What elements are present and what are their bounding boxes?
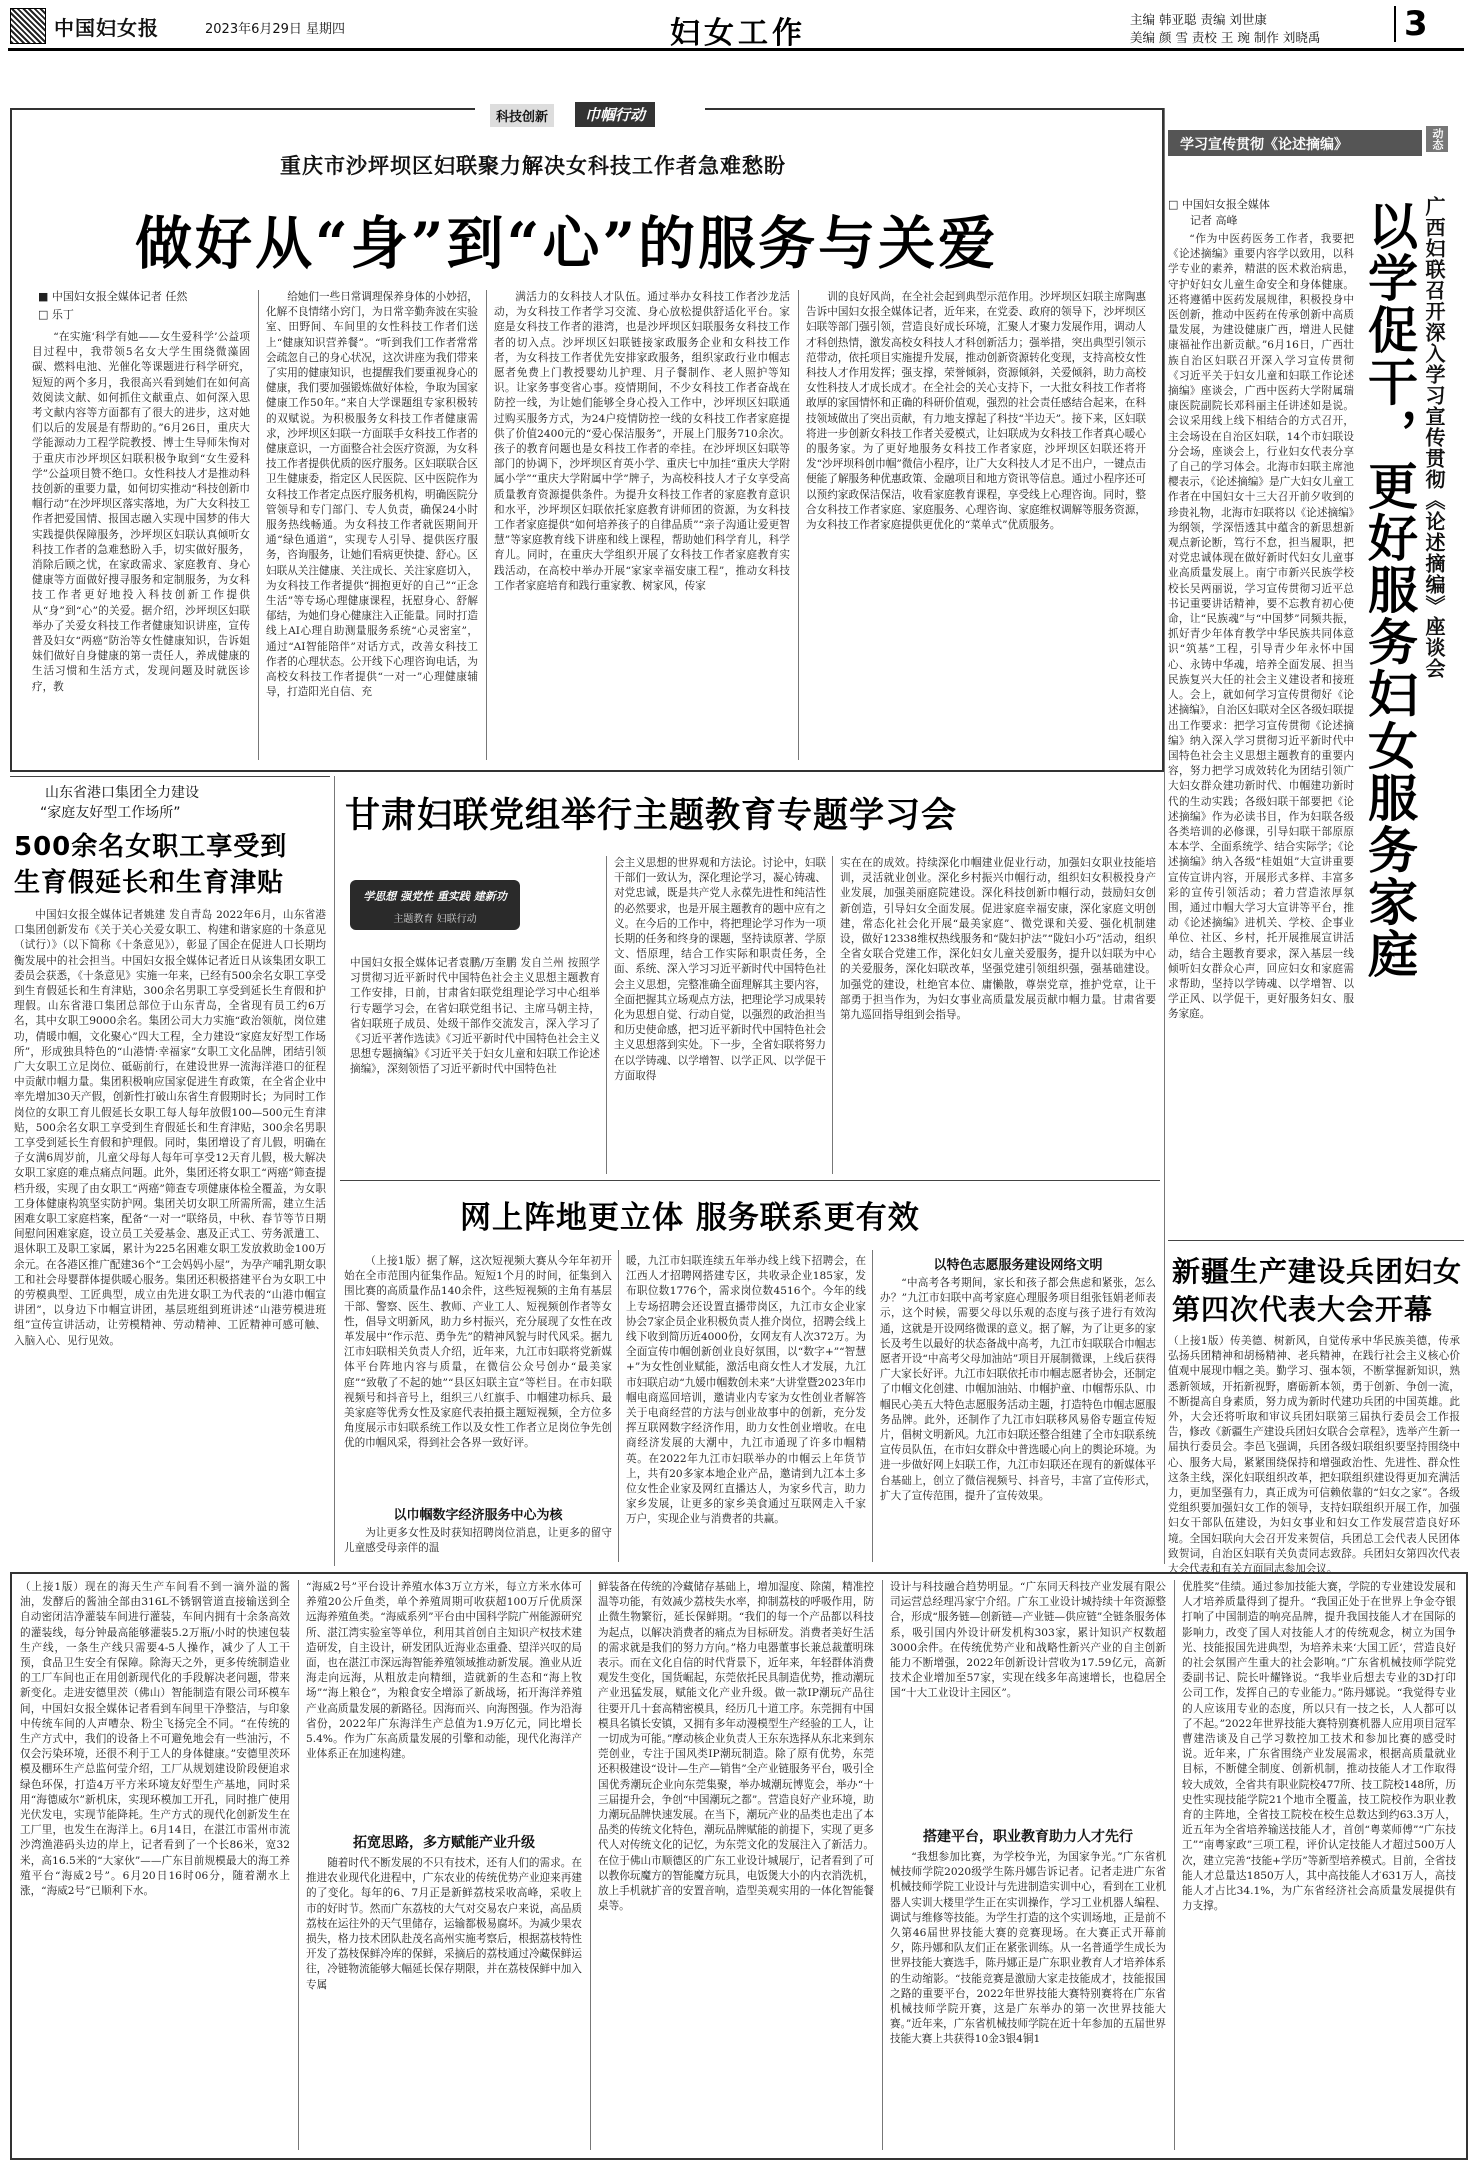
story1-col3 [494,290,790,765]
story4-col3 [880,1276,1156,1560]
right-column-divider [1164,108,1165,1564]
story6-headline-2: 第四次代表大会开幕 [1172,1293,1434,1326]
story7-col4-tail-text: “我想参加比赛，为学校争光，为国家争光。”广东省机械技师学院2020级学生陈丹娜告诉记者。记者走进广东省机械技师学院工业设计与先进制造实训中心，看到在工业机器人实训大楼里学生正在实训操作，学习工业机器人编程、调试与维修等技能。为学生打造的这个实训场地，正是前不久第46届世界技能大赛的竞赛现场。在大赛正式开幕前夕，陈丹娜和队友们正在紧张训练。从一名普通学生成长为世界技能大赛选手，陈丹娜正是广东职业教育人才培养体系的生动缩影。“技能竞赛是激励大家走技能成才，技能报国之路的重要平台，2022年世界技能大赛特别赛将在广东省机械技师学院开赛，这是广东举办的第一次世界技能大赛。”近年来，广东省机械技师学院在近十年参加的五届世界技能大赛上共获得10金3银4铜1 [890,1851,1166,2046]
story1-col1-text: “在实施‘科学有她——女生爱科学’公益项目过程中，我带领5名女大学生围绕微藻固碳、燃料电池、光催化等课题进行科学研究，短短的两个多月，我很高兴看到她们在如何高效阅读文献、如何抓住文献重点、如何深入思考文献内容等方面都有了很大的进步，这对她们以后的发展是有帮助的。”6月26日，重庆大学能源动力工程学院教授、博士生导师朱恂对于重庆市沙坪坝区妇联积极争取到“女生爱科学”公益项目赞不绝口。女性科技人才是推动科技创新的重要力量，如何切实推动“科技创新巾帼行动”在沙坪坝区落实落地，为广大女科技工作者把爱国情、报国志融入实现中国梦的伟大实践提供保障服务，沙坪坝区妇联认真倾听女科技工作者的急难愁盼入手，切实做好服务，消除后顾之忧，在家政需求、家庭教育、身心健康等方面做好搜寻服务和定制服务，为女科技工作者更好地投入科技创新工作提供从“身”到“心”的关爱。据介绍，沙坪坝区妇联举办了关爱女科技工作者健康知识讲座，宣传普及妇女“两癌”防治等女性健康知识，告诉姐妹们做好自身健康的第一责任人，养成健康的生活习惯和生活方式，发现问题及时就医诊疗，教 [32,331,250,693]
issue-date: 2023年6月29日 星期四 [205,22,346,37]
story6-body [1168,1334,1460,1576]
rubric-left: 科技创新 [490,104,554,127]
story1-col-divider-2 [486,290,487,760]
story4-col1-subhead: 以巾帼数字经济服务中心为核 [393,1508,563,1523]
story7-col2-tail [306,1856,582,2152]
story5-body-text: “作为中医药医务工作者，我要把《论述摘编》重要内容学以致用，以科学专业的素养，精湛的医术救治病患，守护好妇女儿童生命安全和身体健康。还将遵循中医药发展规律，积极投身中医创新，推动中医药在传承创新中高质量发展，为建设健康广西，增进人民健康福祉作出新贡献。”6月16日，广西壮族自治区妇联召开深入学习宣传贯彻《习近平关于妇女儿童和妇联工作论述摘编》座谈会，广西中医药大学附属瑞康医院副院长邓科丽主任讲述如是说。会议采用线上线下相结合的方式召开，主会场设在自治区妇联，14个市妇联设分会场，座谈会上，行业妇女代表分享了自己的学习体会。北海市妇联主席池樱表示，《论述摘编》是广大妇女儿童工作者在中国妇女十三大召开前夕收到的珍贵礼物，北海市妇联将以《论述摘编》为纲领，学深悟透其中蕴含的新思想新观点新论断，笃行不怠，担当履职，把对党忠诚体现在做好新时代妇女儿童事业高质量发展上。南宁市新兴民族学校校长吴两丽说，学习宣传贯彻习近平总书记重要讲话精神，要不忘教育初心使命，让“民族魂”与“中国梦”同频共振，抓好青少年体育教学中华民族共同体意识“筑基”工程，引导青少年永怀中国心、永铸中华魂，培养全面发展、担当民族复兴大任的社会主义建设者和接班人。会上，就如何学习宣传贯彻好《论述摘编》，自治区妇联对全区各级妇联提出工作要求：把学习宣传贯彻《论述摘编》纳入深入学习贯彻习近平新时代中国特色社会主义思想主题教育的重要内容，努力把学习成效转化为团结引领广大妇女群众建功新时代、巾帼建功新时代的生动实践；各级妇联干部要把《论述摘编》作为必读书目，作为妇联各级各类培训的必修课，引导妇联干部原原本本学、全面系统学、结合实际学；《论述摘编》纳入各级“桂姐姐”大宣讲重要宣传宣讲内容，开展形式多样、丰富多彩的宣传引领活动；着力营造浓厚氛围，通过巾帼大学习大宣讲等平台，推动《论述摘编》进机关、学校、企事业单位、社区、乡村，托开展推展宣讲活动，结合主题教育要求，深入基层一线倾听妇女群众心声，回应妇女和家庭需求帮助，坚持以学铸魂、以学增智、以学正风、以学促干，更好服务妇女、服务家庭。 [1168,233,1354,1021]
story3-divider-1 [606,856,607,1174]
story3-col3-text: 实在在的成效。持续深化巾帼建业促业行动，加强妇女职业技能培训，灵活就业创业。深化乡村振兴巾帼行动，组织妇女积极投身产业发展，加强美丽庭院建设。深化科技创新巾帼行动，鼓励妇女创新创造，引导妇女全面发展。促进家庭幸福安康，深化家庭文明创建，常态化社会化开展“最美家庭”、微党课和关爱、强化机制建设，做好12338维权热线服务和“陇妇护法”“陇妇小巧”活动，组织全省女联合党建工作，深化妇女儿童关爱服务，提升以妇联为中心的关爱服务，深化妇联改革，坚强党建引领组织强，强基础建设。加强党的建设，杜绝官本位、庸懒散，尊崇党章，推护党章，让干部勇于担当作为，为妇女事业高质量发展贡献巾帼力量。甘肃省要第九巡回指导组到会指导。 [840,857,1156,1022]
story4-col2-text: 暖，九江市妇联连续五年举办线上线下招聘会，在江西人才招聘网搭建专区，共收录企业185家，发布职位数1776个，需求岗位数4516个。今年的线上专场招聘会还设置直播带岗区，九江市女企业家协会7家企员企业积极负责人推介岗位，招聘会线上线下收到简历近4000份，女网友有人次372万。为全面宣传巾帼创新创业良好氛围，以“数字+”“智慧+”为女性创业赋能，激活电商女性人才发展，九江市妇联启动“九媛巾帼数创未来”大讲堂暨2023年巾帼电商巡回培训，邀请业内专家为女性创业者解答关于电商经营的方法与创业故事中的创新，充分发挥互联网数字经济作用，助力女性创业增收。在电商经济发展的大潮中，九江市通现了许多巾帼精英。在2022年九江市妇联举办的巾帼云上年货节上，共有20多家本地企业产品，邀请到九江本土多位女性企业家及网红直播达人，为家乡代言，助力家乡发展，让更多的家乡美食通过互联网走入千家万户，实现企业与消费者的共赢。 [626,1255,866,1526]
story4-col3-subhead: 以特色志愿服务建设网络文明 [933,1258,1103,1273]
story4-headline: 网上阵地更立体 服务联系更有效 [460,1200,920,1236]
story7-col5-text: 优胜奖”佳绩。通过参加技能大赛，学院的专业建设发展和人才培养质量得到了提升。“我国正处于在世界上争金夺银打响了中国制造的响亮品牌，提升我国技能人才在国际的影响力，改变了国人对技能人才的传统观念，树立为国争光、技能报国先进典型，为培养未来‘大国工匠’，营造良好的社会氛围产生重大的社会影响。”广东省机械技师学院党委副书记、院长叶耀锋说。“我毕业后想去专业的3D打印公司工作，发挥自己的专业能力。”陈丹娜说。“我觉得专业的人应该用专业的态度，所以只有一技之长，人人都可以了不起。”2022年世界技能大赛特别赛机器人应用项目冠军曹建浩谈及自己学习数控加工技术和参加比赛的感受时说。近年来，广东省围绕产业发展需求，根据高质量就业目标，不断健全制度、创新机制，推动技能人才工作取得较大成效，全省共有职业院校477所、技工院校148所，历史性实现技能学院21个地市全覆盖，技工院校作为职业教育的主阵地，全省技工院校在校生总数达到约63.3万人，近五年为全省培养输送技能人才，首创“粤菜师傅”“广东技工”“南粤家政”三项工程，评价认定技能人才超过500万人次，建立完善“技能+学历”等新型培养模式。目前，全省技能人才总量达1850万人，其中高技能人才631万人，高技能人才占比34.1%，为广东省经济社会高质量发展提供有力支撑。 [1182,1581,1456,1913]
story4-col1-tail-text: 为让更多女性及时获知招聘岗位消息，让更多的留守儿童感受母亲伴的温 [344,1527,612,1555]
story4-top-rule [340,1180,1160,1181]
story1-col2-text: 给她们一些日常调理保养身体的小妙招，化解不良情绪小窍门，为日常辛勤奔波在实验室、田野间、车间里的女性科技工作者们送上“健康知识营养餐”。“听到我们工作者常常会疏忽自己的身心状况，这次讲座为我们带来了实用的健康知识，也提醒我们要重视身心的健康，我们要加强锻炼做好体检，争取为国家健康工作50年。”来自大学课题组专家积极转的双赋说。为积极服务女科技工作者健康需求，沙坪坝区妇联一方面联手女科技工作者的健康意识，一方面整合社会医疗资源，为女科技工作者提供优质的医疗服务。区妇联联合区卫生健康委，指定区人民医院、区中医院作为女科技工作者定点医疗服务机构，明确医院分管领导和专门部门、专人负责，确保24小时服务热线畅通。为女科技工作者就医期间开通“绿色通道”，实现专人引导、提供医疗服务，咨询服务，让她们看病更快捷、舒心。区妇联从关注健康、关注成长、关注家庭切入，为女科技工作者提供“拥抱更好的自己”“正念生活”等专场心理健康课程，抚慰身心、舒解郁结，为她们身心健康注入正能量。同时打造线上AI心理自助测量服务系统“心灵密室”，通过“AI智能陪伴”对话方式，改善女科技工作者的心理状态。公开线下心理咨询电话，为高校女科技工作者提供“一对一”心理健康辅导，打造阳光自信、充 [266,291,478,699]
story2-body-text: 中国妇女报全媒体记者姚建 发自青岛 2022年6月，山东省港口集团创新发布《关于关心关爱女职工、构建和谐家庭的十条意见（试行）》（以下简称《十条意见》），彰显了国企在促进人口长期均衡发展中的社会担当。中国妇女报全媒体记者近日从该集团女职工委员会获悉，《十条意见》实施一年来，已经有500余名女职工享受到生育假延长和生育津贴，300余名男职工享受到延长生育假和护理假。山东省港口集团总部位于山东青岛，全省现有员工约6万名，其中女职工9000余名。集团公司大力实施“政治领航，岗位建功，倩暖巾帼，文化聚心”四大工程，全力建设“家庭友好型工作场所”，形成独具特色的“山港情·幸福家”女职工文化品牌，团结引领广大女职工立足岗位、砥砺前行，在建设世界一流海洋港口的征程中贡献巾帼力量。集团积极响应国家促进生育政策，在全省企业中率先增加30天产假，创新性打破山东省生育假期时长；为同时工作岗位的女职工育儿假延长女职工每人每年放假100—500元生育津贴，500余名女职工享受到生育假延长和生育津贴，300余名男职工享受到延长生育假和护理假。同时，集团增设了育儿假，明确在子女满6周岁前，儿童父母每人每年可享受12天育儿假，极大解决女职工家庭的难点痛点问题。此外，集团还将女职工“两癌”筛查提档升级，实现了由女职工“两癌”筛查专项健康体检全覆盖，为女职工身体健康构筑坚实防护网。集团关切女职工所需所需，建立生活困难女职工家庭档案，配备“一对一”联络员，中秋、春节等节日期间慰问困难家庭，设立员工关爱基金、惠及正式工、劳务派遣工、退休职工及职工家属，累计为225名困难女职工发放救助金100万余元。在各港区推广配建36个“工会妈妈小屋”，为孕产哺乳期女职工和社会母婴群体提供暖心服务。集团还积极搭建平台为女职工中的劳模典型、工匠典型，成立由先进女职工为代表的“山港巾帼宣讲团”，以身边下巾帼宣讲团，基层班组到班讲述“山港劳模进班组”宣传宣讲活动，让劳模精神、劳动精神、工匠精神可感可触、入脑入心、见行见效。 [14,909,326,1347]
story2-body [14,908,326,1558]
story3-headline: 甘肃妇联党组举行主题教育专题学习会 [345,795,958,836]
story3-col2 [614,856,826,1174]
story2-kicker-2: “家庭友好型工作场所” [40,805,181,821]
story5-headline-small: 广西妇联召开深入学习宣传贯彻《论述摘编》座谈会 [1422,196,1446,679]
story3-col3 [840,856,1156,1174]
story7-col2-subhead: 拓宽思路，多方赋能产业升级 [353,1835,535,1851]
story7-divider-4 [1174,1580,1175,2150]
page-number-box [1394,6,1396,42]
story1-col3-text: 满活力的女科技人才队伍。通过举办女科技工作者沙龙活动，为女科技工作者学习交流、身心放松提供舒适化平台。家庭是女科技工作者的港湾，也是沙坪坝区妇联服务女科技工作者的切入点。沙坪坝区妇联链接家政服务企业和女科技工作者，为女科技工作者优先安排家政服务，组织家政行业巾帼志愿者免费上门教授婴幼儿护理、月子餐制作、老人照护等知识。让家务事变省心事。疫情期间，不少女科技工作者奋战在防控一线，为让她们能够全身心投入工作中，沙坪坝区妇联通过购买服务方式，为24户疫情防控一线的女科技工作者家庭提供了价值2400元的“爱心保洁服务”，开展上门服务710余次。孩子的教育问题也是女科技工作者的牵挂。在沙坪坝区妇联等部门的协调下，沙坪坝区育英小学、重庆七中加挂“重庆大学附属小学”“重庆大学附属中学”牌子，为高校科技人才子女享受高质量教育资源提供条件。为提升女科技工作者的家庭教育意识和水平，沙坪坝区妇联依托家庭教育讲师团的资源，为女科技工作者家庭提供“如何培养孩子的自律品质”“亲子沟通让爱更智慧”等家庭教育线下讲座和线上课程，帮助她们科学育儿，科学育儿。同时，在重庆大学组织开展了女科技工作者家庭教育实践活动，在高校中举办开展“家家幸福安康工程”，推动女科技工作者家庭培育和践行重家教、树家风，传家 [494,291,790,592]
story1-byline-1: ■ 中国妇女报全媒体记者 任然 [38,290,188,303]
story5-headline-large: 以学促干，更好服务妇女服务家庭 [1360,200,1418,980]
story7-col1 [20,1580,290,2152]
story7-col4 [890,1580,1166,1820]
story1-col-divider-3 [798,290,799,760]
story4-col2 [626,1254,866,1560]
story1-col4-text: 训的良好风尚，在全社会起到典型示范作用。沙坪坝区妇联主席陶惠告诉中国妇女报全媒体记者，近年来，在党委、政府的领导下，沙坪坝区妇联等部门强引领，营造良好成长环境，汇聚人才聚力发展作用，调动人才科创热情，激发高校女科技人才科创新活力；强举措，突出典型引领示范带动，依托项目实施提升发展，推动创新资源转化变现，支持高校女性科技人才作用发挥；强支撑，荣誉倾斜，资源倾斜，关爱倾斜，助力高校女性科技人才成长成才。在全社会的关心支持下，一大批女科技工作者将敢厚的家国情怀和正确的科研价值观，强烈的社会责任感结合起来，在科技领域做出了突出贡献，有力地支撑起了科技“半边天”。接下来，区妇联将进一步创新女科技工作者关爱模式，让妇联成为女科技工作者真心暖心的服务家。为了更好地服务女科技工作者家庭，沙坪坝区妇联还将开发“沙坪坝科创巾帼”微信小程序，让广大女科技人才足不出户，一键点击便能了解服务种优惠政策、金融项目和地方资讯等信息。通过小程序还可以预约家政保洁保洁，收看家庭教育课程，享受线上心理咨询。同时，整合女科技工作者家庭、家庭服务、心理咨询、家庭维权调解等服务资源，为女科技工作者家庭提供更优化的“菜单式”优质服务。 [806,291,1146,532]
story7-col2-text: “海威2号”平台设计养殖水体3万立方米，每立方米水体可养殖20公斤鱼类，单个养殖周期可收获超100万斤优质深远海养殖鱼类。“海威系列”平台由中国科学院广州能源研究所、湛江湾实验室等单位，利用其首创自主知识产权技术建造研发，自主设计，研发团队近海业态重叠、望洋兴叹的局面，也在湛江市深远海智能养殖领域推动新发展。渔业从近海走向远海，从粗放走向精细，造就新的生态和“海上牧场”“海上粮仓”，为粮食安全增添了新战场，拓开海洋养殖产业高质量发展的新路径。因海而兴、向海图强。作为沿海省份，2022年广东海洋生产总值为1.9万亿元，同比增长5.4%。作为广东高质量发展的引擎和动能，现代化海洋产业体系正在加速构建。 [306,1581,582,1761]
page-number: 3 [1404,4,1429,44]
theme-education-banner [350,880,520,930]
story1-byline-2: □ 乐丁 [38,308,74,321]
story1-col1 [32,330,250,765]
masthead-rule [8,48,1464,51]
story7-col2 [306,1580,582,1826]
story7-col5 [1182,1580,1456,2152]
story3-divider-2 [832,856,833,1174]
story2-kicker-1: 山东省港口集团全力建设 [45,785,199,801]
story5-body [1168,232,1354,1232]
story2-divider [334,776,335,1566]
story7-col1-text: （上接1版）现在的海天生产车间看不到一滴外溢的酱油，发酵后的酱油全部由316L不锈钢管道直接输送到全自动密闭洁净灌装车间进行灌装，车间内拥有十余条高效的灌装线，每分钟最高能够灌装5.2万瓶/小时的快速包装生产线，一条生产线只需要4-5人操作，减少了人工干预，食品卫生安全有保障。除海天之外，更多传统制造业的工厂车间也正在用创新现代化的手段解决老问题，带来新变化。走进安德里茨（佛山）智能制造有限公司环模车间，中国妇女报全媒体记者看到车间里干净整洁，与印象中传统车间的人声嘈杂、粉尘飞扬完全不同。“在传统的生产方式中，我们的设备上不可避免地会有一些油污，不仅会污染环境，还很不利于工人的身体健康。”安德里茨环模及棚环生产总监何莹介绍，工厂从规划建设阶段便追求绿色环保，打造4万平方米环境友好型生产基地，同时采用“海德威尔”新机床，实现环模加工开孔，同时推广使用光伏发电，实现节能降耗。生产方式的现代化创新发生在工厂里，也发生在海洋上。6月14日，在湛江市雷州市流沙湾渔港码头边的岸上，记者看到了一个长86米，宽32米，高16.5米的“大家伙”——广东目前规模最大的海工养殖平台“海威2号”。6月20日16时06分，随着潮水上涨，“海威2号”已顺利下水。 [20,1581,290,1898]
logo-block [10,8,46,44]
story5-tag: 学习宣传贯彻《论述摘编》 [1180,137,1348,153]
masthead-logo: 中国妇女报 [54,16,159,40]
story5-byline-2: 记者 高峰 [1190,214,1238,227]
story2-top-rule [10,776,330,777]
story7-divider-2 [590,1580,591,2150]
story1-col-divider-1 [258,290,259,760]
story1-col2 [266,290,478,765]
story4-col1-tail [344,1526,612,1560]
story4-col3-text: “中高考各考期间，家长和孩子都会焦虑和紧张，怎么办？”九江市妇联中高考家庭心理服务项目组张钰娟老师表示，这个时候，需要父母以乐观的态度与孩子进行有效沟通，这就是开设网络微课的意义。据了解，为了让更多的家长及考生以最好的状态备战中高考，九江市妇联联合巾帼志愿者开设“中高考父母加油站”项目开展制微课，上线后获得广大家长好评。九江市妇联依托市巾帼志愿者协会，还制定了巾帼文化创建、巾帼加油站、巾帼护童、巾帼帮乐队、巾帼民心美五大特色志愿服务活动主题，打造特色巾帼志愿服务品牌。此外，还制作了九江市妇联移风易俗专题宣传短片，倡树文明新风。九江市妇联还整合组建了全市妇联系统宣传员队伍，在市妇女群众中普选暖心向上的舆论环境。为进一步做好网上妇联工作，九江市妇联还在现有的新媒体平台基础上，创立了微信视频号、抖音号，丰富了宣传形式，扩大了宣传范围，提升了宣传效果。 [880,1277,1156,1502]
story4-divider-2 [872,1250,873,1562]
story1-kicker: 重庆市沙坪坝区妇联聚力解决女科技工作者急难愁盼 [280,154,786,178]
story7-divider-3 [882,1580,883,2150]
story7-col3 [598,1580,874,2152]
story7-divider-1 [298,1580,299,2150]
story4-divider-1 [618,1250,619,1562]
story5-tag-side: 动态 [1426,126,1448,152]
story2-headline-2: 生育假延长和生育津贴 [14,868,285,898]
credits-line-2: 美编 颜 雪 责校 王 琬 制作 刘晓禹 [1130,30,1321,45]
story7-col4-subhead: 搭建平台，职业教育助力人才先行 [923,1829,1133,1845]
story6-body-text: （上接1版）传美德、树新风，自觉传承中华民族美德，传承弘扬兵团精神和胡杨精神、老兵精神，在践行社会主义核心价值观中展现巾帼之美。勤学习、强本领，不断掌握新知识，熟悉新领域，开拓新视野，磨砺新本领，勇于创新、争创一流，不断提高自身素质，努力成为新时代建功兵团的中国英雄。此外，大会还将听取和审议兵团妇联第三届执行委员会工作报告，修改《新疆生产建设兵团妇女联合会章程》，选举产生新一届执行委员会。李邑飞强调，兵团各级妇联组织要坚持围绕中心、服务大局，紧紧围绕保持和增强政治性、先进性、群众性这条主线，深化妇联组织改革，把妇联组织建设得更加充满活力，更加坚强有力，真正成为可信赖依靠的“妇女之家”。各级党组织要加强妇女工作的领导，支持妇联组织开展工作，加强妇女干部队伍建设，为妇女事业和妇女工作发展营造良好环境。全国妇联向大会召开发来贺信，兵团总工会代表人民团体致贺词，自治区妇联有关负责同志致辞。兵团妇女第四次代表大会代表和有关方面同志参加会议。 [1168,1335,1460,1576]
story7-col3-text: 鲜装备在传统的冷藏储存基础上，增加湿度、除菌，精准控温等功能，有效减少荔枝失水率，抑制荔枝的呼吸作用，防止微生物繁衍，延长保鲜期。“我们的每一个产品都以科技为起点，以解决消费者的痛点为目标研发。消费者美好生活的需求就是我们的努力方向。”格力电器董事长兼总裁董明珠表示。而在文化自信的时代背景下，近年来，年轻群体消费观发生变化，国货崛起，东莞依托民具制造优势，推动潮玩产业迅猛发展，赋能文化产业升级。做一款IP潮玩产品往往要开几十套高精密模具，经历几十道工序。东莞拥有中国模具名镇长安镇，又拥有多年动漫模型生产经验的工人，让一切成为可能。”摩动核企业负责人王东东选择从东北来到东莞创业，专注于国风类IP潮玩制造。除了原有优势，东莞还积极建设“设计—生产—销售”全产业链服务平台，吸引全国优秀潮玩企业向东莞集聚，举办城潮玩博览会，举办“十三届提升会，争创“中国潮玩之都”。营造良好产业环境，助力潮玩品牌快速发展。在当下，潮玩产业的品类也走出了本品类的传统文化特色，潮玩品牌赋能的前提下，实现了更多代人对传统文化的记忆，为东莞文化的发展注入了新活力。在位于佛山市顺德区的广东工业设计城展厅，记者看到了可以教你玩魔方的智能魔方玩具，电饭煲大小的内衣消洗机，放上手机就扩音的安置音响，造型美观实用的一体化智能餐桌等。 [598,1581,874,1913]
story7-col4-tail [890,1850,1166,2152]
story4-col1-text: （上接1版）据了解，这次短视频大赛从今年年初开始在全市范围内征集作品。短短1个月的时间，征集到入围比赛的高质量作品140余件，这些短视频的主角有基层干部、警察、医生、教师、产业工人、短视频创作者等女性，倡导文明新风，助力乡村振兴，充分展现了女性在改革发展中“作示范、勇争先”的精神风貌与时代风采。据九江市妇联相关负责人介绍，近年来，九江市妇联将党新媒体平台阵地内容与质量，在微信公众号创办“最美家庭”“致敬了不起的她”“县区妇联主宣”等栏目。在市妇联视频号和抖音号上，组织三八红旗手、巾帼建功标兵、最美家庭等优秀女性及家庭代表拍摄主题短视频，全方位多角度展示市妇联系统工作以及女性工作者立足岗位争先创优的巾帼风采，得到社会各界一致好评。 [344,1255,612,1450]
rubric-right: 巾帼行动 [575,102,655,127]
story5-byline-1: □ 中国妇女报全媒体 [1168,198,1270,211]
story3-col1-text: 中国妇女报全媒体记者袁鹏/万奎鹏 发自兰州 按照学习贯彻习近平新时代中国特色社会主义思想主题教育工作安排，日前，甘肃省妇联党组理论学习中心组举行专题学习会，在省妇联党组书记、主席马朝主持，省妇联班子成员、处级干部作交流发言，深入学习了《习近平著作选读》《习近平新时代中国特色社会主义思想专题摘编》《习近平关于妇女儿童和妇联工作论述摘编》，深刻领悟了习近平新时代中国特色社 [350,957,600,1076]
story2-headline-1: 500余名女职工享受到 [14,832,288,862]
story1-col4 [806,290,1146,765]
story6-headline-1: 新疆生产建设兵团妇女 [1172,1255,1463,1288]
story3-col2-text: 会主义思想的世界观和方法论。讨论中，妇联干部们一致认为，深化理论学习，凝心铸魂、对党忠诚，既是共产党人永葆先进性和纯洁性的必然要求，也是开展主题教育的题中应有之义。在今后的工作中，将把理论学习作为一项长期的任务和终身的课题，坚持读原著、学原文、悟原理，结合工作实际和职责任务，全面、系统、深入学习习近平新时代中国特色社会主义思想，完整准确全面理解其主要内容，全面把握其立场观点方法，把理论学习成果转化为思想自觉、行动自觉，以强烈的政治担当和历史使命感，把习近平新时代中国特色社会主义思想落到实处。下一步，全省妇联将努力在以学铸魂、以学增智、以学正风、以学促干方面取得 [614,857,826,1082]
story6-top-rule [1168,1240,1464,1241]
story3-col1 [350,956,600,1171]
credits-line-1: 主编 韩亚聪 责编 刘世康 [1130,12,1267,27]
banner-subtitle: 主题教育 妇联行动 [393,914,477,925]
story1-headline: 做好从“身”到“心”的服务与关爱 [135,210,999,277]
story7-col2-tail-text: 随着时代不断发展的不只有技术，还有人们的需求。在推进农业现代化进程中，广东农业的传统优势产业迎来再建的了变化。每年的6、7月正是新鲜荔枝采收高峰，采收上市的好时节。然而广东荔枝的大气对交易农户来说，高品质荔枝在运往外的天气里储存，运输都极易腐坏。为减少果农损失，格力技术团队赴茂名高州实施考察后，根据荔枝特性开发了荔枝保鲜冷库的保鲜，采摘后的荔枝通过冷藏保鲜运往，冷链物流能够大幅延长保存期限，并在荔枝保鲜中加入专属 [306,1857,582,1991]
qr-code-icon [11,9,45,43]
section-title: 妇女工作 [670,16,806,51]
banner-slogan: 学思想 强党性 重实践 建新功 [363,890,507,903]
story7-col4-text: 设计与科技融合趋势明显。“广东同天科技产业发展有限公司运营总经理冯家宁介绍。广东工业设计城持续十年资源整合，形成“服务链—创新链—产业链—供应链”全链条服务体系，吸引国内外设计研发机构303家，累计知识产权数超3000余件。在传统优势产业和战略性新兴产业的自主创新能力不断增强，2022年创新设计营收为17.59亿元，高新技术企业增加至57家，实现在线多年高速增长，也稳居全国“十大工业设计主园区”。 [890,1581,1166,1700]
